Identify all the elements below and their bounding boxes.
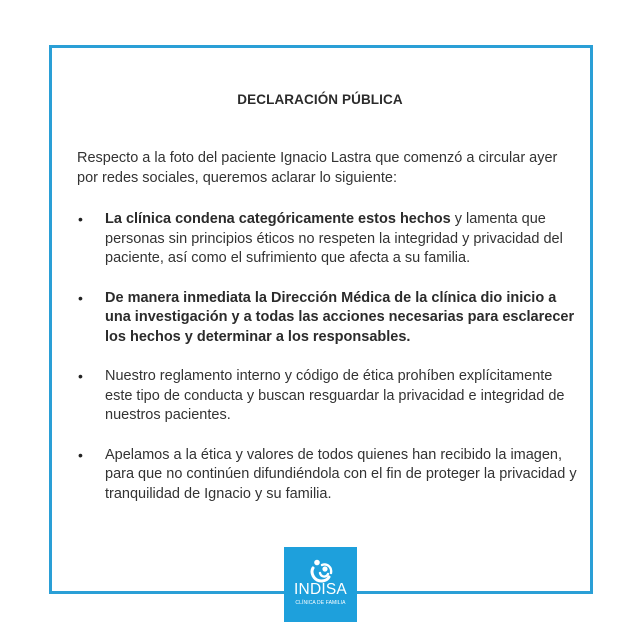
list-item: [77, 210, 577, 269]
bullet-icon: •: [78, 289, 83, 306]
bullet-text: Apelamos a la ética y valores de todos quienes han recibido la imagen, para que no continúen difundiéndola con el fin de proteger la privacidad y tranquilidad de Ignacio y su familia.: [105, 446, 577, 502]
list-item: [77, 289, 577, 348]
indisa-logo: [284, 547, 357, 622]
bullet-text: Nuestro reglamento interno y código de ética prohíben explícitamente este tipo de conducta y buscan resguardar la privacidad e integridad de nuestros pacientes.: [105, 368, 565, 423]
logo-tagline: CLÍNICA DE FAMILIA: [295, 600, 346, 606]
page-title: DECLARACIÓN PÚBLICA: [237, 92, 403, 107]
bullet-icon: •: [78, 368, 83, 384]
family-icon: [308, 559, 334, 583]
bullet-icon: •: [78, 446, 83, 463]
logo-name: INDISA: [294, 581, 347, 598]
intro-paragraph: Respecto a la foto del paciente Ignacio Lastra que comenzó a circular ayer por redes sociales, queremos aclarar lo siguiente:: [77, 150, 558, 186]
bullet-text: y lamenta que personas sin principios éticos no respeten la integridad y privacidad del paciente, así como el sufrimiento que afecta a su familia.: [105, 211, 563, 266]
list-item: [77, 446, 577, 505]
bullet-bold-text: La clínica condena categóricamente estos hechos: [105, 211, 451, 227]
bullet-bold-text: De manera inmediata la Dirección Médica de la clínica dio inicio a una investigación y a todas las acciones necesarias para esclarecer los hechos y determinar a los responsables.: [105, 289, 575, 345]
list-item: [77, 367, 577, 426]
bullet-icon: •: [78, 211, 83, 227]
statement-list: [77, 210, 577, 504]
